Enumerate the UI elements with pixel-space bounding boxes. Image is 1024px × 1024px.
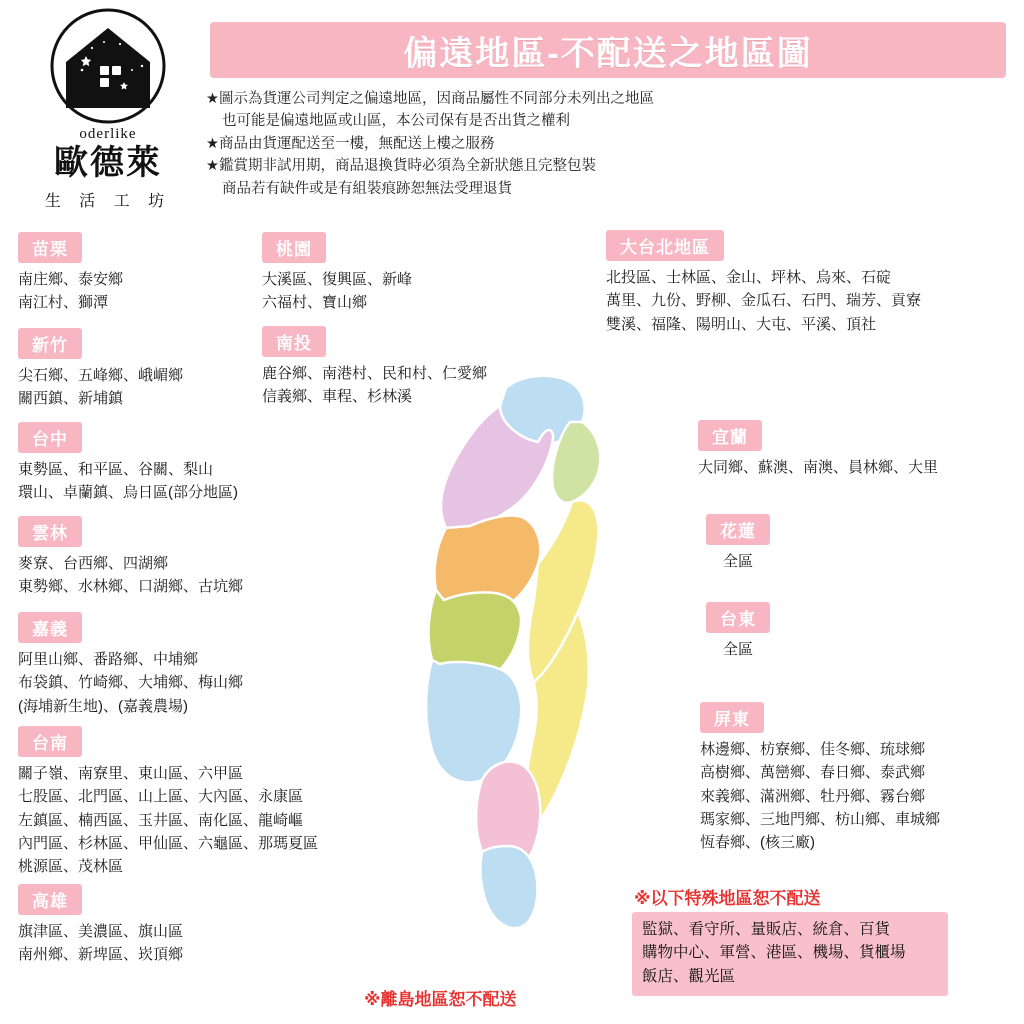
page-title	[210, 22, 1006, 78]
region-line: 尖石鄉、五峰鄉、峨嵋鄉	[18, 367, 184, 384]
brand-name-en: oderlike	[79, 126, 137, 142]
region-pingtung	[700, 702, 940, 854]
region-line: 關子嶺、南寮里、東山區、六甲區	[18, 765, 244, 782]
region-line: 內門區、杉林區、甲仙區、六龜區、那瑪夏區	[18, 834, 319, 852]
note-line: ★鑑賞期非試用期，商品退換貨時必須為全新狀態且完整包裝	[206, 158, 596, 175]
region-line: 阿里山鄉、番路鄉、中埔鄉	[18, 651, 199, 668]
region-line: 關西鎮、新埔鎮	[18, 390, 124, 408]
region-tag: 桃園	[262, 232, 326, 263]
region-line: 布袋鎮、竹崎鄉、大埔鄉、梅山鄉	[18, 674, 244, 692]
special-area-line: 監獄、看守所、量販店、統倉、百貨	[642, 921, 891, 938]
region-line: 全區	[722, 641, 753, 658]
region-tag: 大台北地區	[606, 230, 724, 261]
note-line: ★圖示為貨運公司判定之偏遠地區，因商品屬性不同部分未列出之地區	[206, 91, 654, 107]
region-line: 北投區、士林區、金山、坪林、烏來、石碇	[606, 269, 892, 286]
taiwan-map	[388, 360, 688, 960]
region-line: 全區	[722, 553, 753, 570]
region-line: 東勢區、和平區、谷關、梨山	[18, 461, 214, 478]
region-line: 林邊鄉、枋寮鄉、佳冬鄉、琉球鄉	[700, 741, 926, 758]
brand-name-cn: 歐德萊	[54, 144, 162, 182]
region-tag: 新竹	[18, 328, 82, 359]
region-line: 六福村、寶山鄉	[262, 294, 368, 312]
special-area-notice-title: ※以下特殊地區恕不配送	[634, 889, 821, 908]
region-tag: 台東	[706, 602, 770, 633]
note-line: 也可能是偏遠地區或山區，本公司保有是否出貨之權利	[222, 113, 570, 130]
region-taichung	[18, 422, 238, 505]
region-yunlin	[18, 516, 243, 599]
region-miaoli	[18, 232, 123, 315]
region-line: 七股區、北門區、山上區、大內區、永康區	[18, 788, 304, 806]
region-line: 瑪家鄉、三地門鄉、枋山鄉、車城鄉	[700, 810, 941, 828]
region-tag: 南投	[262, 326, 326, 357]
region-chiayi	[18, 612, 243, 718]
region-taitung	[698, 602, 778, 661]
special-area-line: 購物中心、軍營、港區、機場、貨櫃場	[642, 944, 906, 962]
note-line: ★商品由貨運配送至一樓，無配送上樓之服務	[206, 135, 495, 152]
region-tag: 高雄	[18, 884, 82, 915]
region-taoyuan	[262, 232, 412, 315]
region-yilan	[698, 420, 938, 479]
region-greater-taipei	[606, 230, 921, 336]
page-title-text: 偏遠地區-不配送之地區圖	[403, 34, 813, 73]
region-line: 高樹鄉、萬巒鄉、春日鄉、泰武鄉	[700, 764, 926, 782]
region-body	[18, 552, 243, 599]
region-line: 東勢鄉、水林鄉、口湖鄉、古坑鄉	[18, 578, 244, 596]
region-line: 萬里、九份、野柳、金瓜石、石門、瑞芳、貢寮	[606, 292, 922, 310]
house-night-sky-icon	[46, 8, 170, 130]
region-body	[18, 268, 123, 315]
region-line: (海埔新生地)、(嘉義農場)	[18, 697, 188, 715]
region-line: 麥寮、台西鄉、四湖鄉	[18, 555, 169, 572]
region-line: 桃源區、茂林區	[18, 858, 124, 875]
region-line: 南江村、獅潭	[18, 294, 109, 312]
region-tag: 台南	[18, 726, 82, 757]
region-body	[698, 456, 938, 479]
region-hsinchu	[18, 328, 183, 411]
note-line: 商品若有缺件或是有組裝痕跡恕無法受理退貨	[222, 180, 512, 197]
region-body	[262, 362, 487, 409]
region-tag: 屏東	[700, 702, 764, 733]
special-area-line: 飯店、觀光區	[642, 967, 736, 985]
region-line: 雙溪、福隆、陽明山、大屯、平溪、頂社	[606, 315, 877, 333]
region-line: 南庄鄉、泰安鄉	[18, 271, 124, 288]
region-line: 恆春鄉、(核三廠)	[700, 834, 815, 851]
region-tag: 雲林	[18, 516, 82, 547]
brand-tagline: 生 活 工 坊	[44, 193, 172, 211]
region-line: 南州鄉、新埤區、崁頂鄉	[18, 946, 184, 964]
region-tag: 嘉義	[18, 612, 82, 643]
region-line: 信義鄉、車程、杉林溪	[262, 388, 413, 406]
region-body	[606, 266, 921, 336]
region-tag: 宜蘭	[698, 420, 762, 451]
region-body	[700, 738, 940, 854]
region-body	[698, 638, 778, 661]
region-line: 大溪區、復興區、新峰	[262, 271, 413, 288]
region-line: 來義鄉、滿洲鄉、牡丹鄉、霧台鄉	[700, 787, 926, 805]
disclaimer-notes	[206, 88, 1006, 200]
region-tag: 苗栗	[18, 232, 82, 263]
region-line: 大同鄉、蘇澳、南澳、員林鄉、大里	[698, 459, 939, 476]
region-nantou	[262, 326, 487, 409]
region-line: 鹿谷鄉、南港村、民和村、仁愛鄉	[262, 365, 488, 382]
island-notice: ※離島地區恕不配送	[364, 990, 517, 1009]
special-area-notice-box	[632, 912, 948, 996]
region-line: 左鎮區、楠西區、玉井區、南化區、龍崎嶇	[18, 811, 304, 829]
region-hualien	[698, 514, 778, 573]
region-body	[262, 268, 412, 315]
region-body	[18, 364, 183, 411]
brand-logo	[18, 8, 198, 211]
region-line: 環山、卓蘭鎮、烏日區(部分地區)	[18, 484, 238, 502]
region-kaohsiung	[18, 884, 183, 967]
region-body	[18, 648, 243, 718]
region-body	[698, 550, 778, 573]
region-line: 旗津區、美濃區、旗山區	[18, 923, 184, 940]
region-body	[18, 762, 318, 878]
map-region-pingtung	[480, 846, 537, 928]
region-tag: 花蓮	[706, 514, 770, 545]
region-body	[18, 458, 238, 505]
region-tainan	[18, 726, 318, 878]
region-tag: 台中	[18, 422, 82, 453]
region-body	[18, 920, 183, 967]
